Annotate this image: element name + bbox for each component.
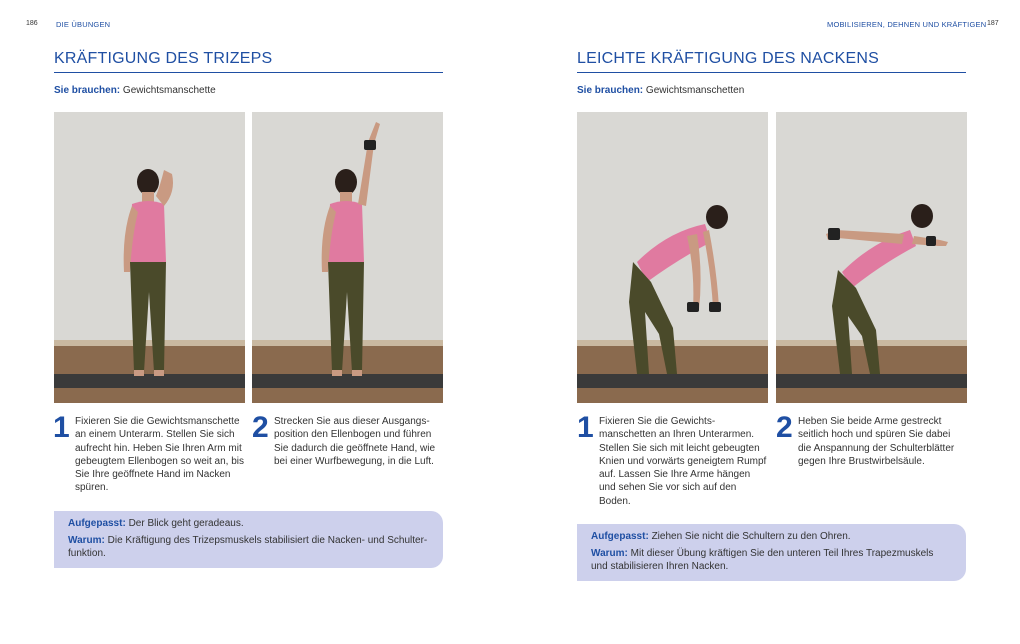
left-step-2-number: 2 <box>252 411 269 444</box>
photo-neck-raised <box>776 112 967 403</box>
left-step-2-text: Strecken Sie aus dieser Ausgangsposition den Ellenbogen und führen Sie dadurch die geöffnete Hand, wie bei einer Wurfbewegung, in die Luft. <box>274 416 436 467</box>
left-note-caution-text: Der Blick geht geradeaus. <box>128 518 244 529</box>
right-note-why-text: Mit dieser Übung kräftigen Sie den unteren Teil Ihres Trapezmuskels und stabilisieren Ihren Nacken. <box>591 547 934 572</box>
right-note-why-label: Warum: <box>591 547 628 559</box>
page-number-right: 187 <box>987 20 999 27</box>
page-number-left: 186 <box>26 20 38 27</box>
running-head-right: MOBILISIEREN, DEHNEN UND KRÄFTIGEN <box>827 20 987 29</box>
photo-neck-start <box>577 112 768 403</box>
left-step-1-text: Fixieren Sie die Gewichtsmanschette an einem Unterarm. Stellen Sie sich aufrecht hin. Heben Sie Ihren Arm mit gebeugtem Ellenbogen so weit an, bis Sie Ihre geöffnete Hand im Nacken spüren. <box>75 416 245 494</box>
left-needs-value: Gewichtsmanschette <box>122 85 216 96</box>
right-step-1-text: Fixieren Sie die Gewichtsmanschetten an Ihren Unterarmen. Stellen Sie sich mit leicht gebeugten Knien und vorwärts geneigtem Rumpf auf. Lassen Sie Ihre Arme hängen und sehen Sie vor sich auf den Boden. <box>599 416 767 507</box>
left-note-box <box>54 511 443 568</box>
right-note-caution-text: Ziehen Sie nicht die Schultern zu den Ohren. <box>651 531 851 542</box>
photo-triceps-extended <box>252 112 443 403</box>
left-note-why-text: Die Kräftigung des Trizepsmuskels stabilisiert die Nacken- und Schulterfunktion. <box>68 534 428 559</box>
right-title-rule <box>577 72 966 73</box>
right-step-2-text: Heben Sie beide Arme gestreckt seitlich hoch und spüren Sie dabei die Anspannung der Schulterblätter gegen Ihre Brustwirbelsäule. <box>798 416 955 467</box>
left-needs-label: Sie brauchen: <box>54 85 121 96</box>
right-section-title: LEICHTE KRÄFTIGUNG DES NACKENS <box>577 50 880 67</box>
left-note-why-label: Warum: <box>68 534 105 546</box>
photo-triceps-start <box>54 112 245 403</box>
right-needs-label: Sie brauchen: <box>577 85 644 96</box>
left-needs <box>54 85 216 96</box>
running-head-left: DIE ÜBUNGEN <box>56 20 111 29</box>
left-step-1-number: 1 <box>53 411 70 444</box>
left-section-title: KRÄFTIGUNG DES TRIZEPS <box>54 50 273 67</box>
left-note-caution-label: Aufgepasst: <box>68 518 126 529</box>
left-title-rule <box>54 72 443 73</box>
right-step-2-number: 2 <box>776 411 793 444</box>
right-note-caution-label: Aufgepasst: <box>591 531 649 542</box>
right-note-caution <box>591 530 952 544</box>
left-note-caution <box>68 517 429 531</box>
right-needs <box>577 85 744 96</box>
right-needs-value: Gewichtsmanschetten <box>645 85 745 96</box>
left-note-why <box>68 534 429 561</box>
right-note-box <box>577 524 966 581</box>
right-note-why <box>591 547 952 574</box>
right-step-1-number: 1 <box>577 411 594 444</box>
